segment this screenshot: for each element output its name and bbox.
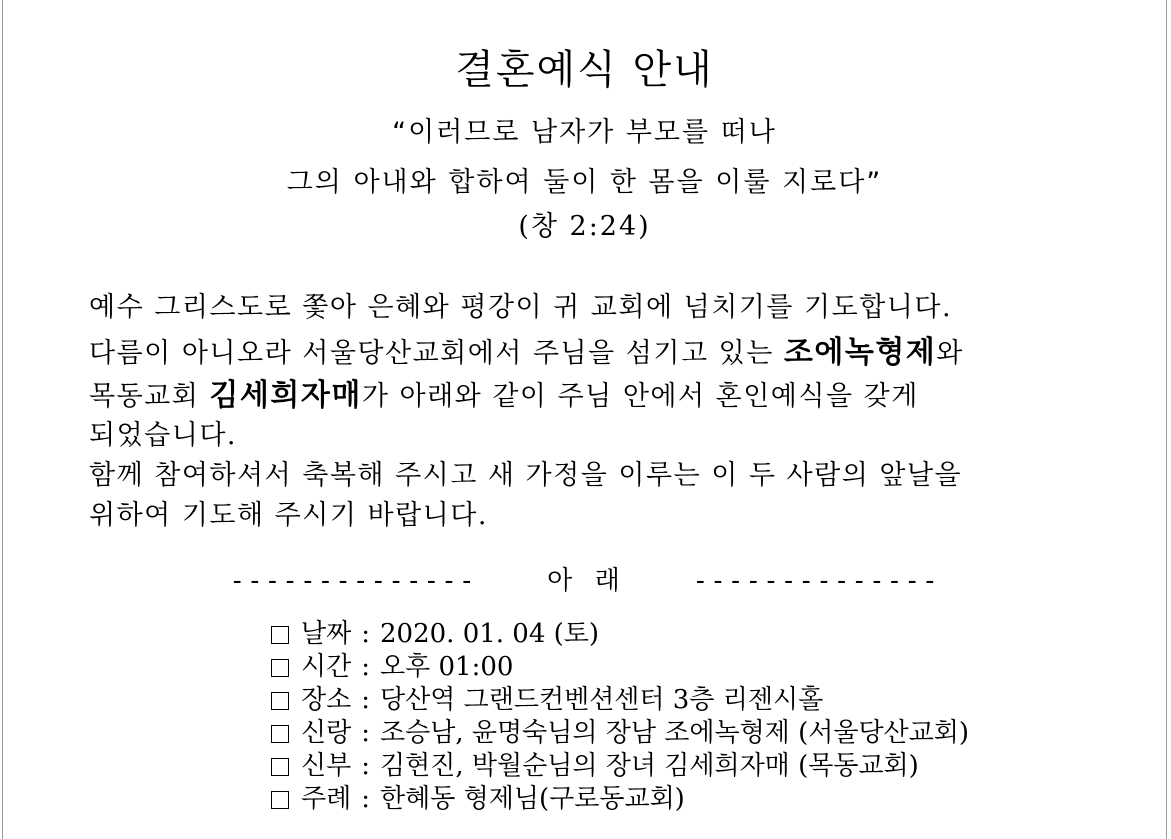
body-line-2: [89, 327, 964, 371]
verse-line-2: 그의 아내와 합하여 둘이 한 몸을 이룰 지로다”: [286, 167, 883, 198]
detail-row-groom: [271, 717, 969, 750]
groom-name: 조에녹형제: [783, 335, 937, 370]
detail-label: 신부: [301, 751, 352, 781]
checkbox-icon: [271, 725, 289, 743]
detail-separator: :: [361, 718, 370, 748]
verse-reference: (창 2:24): [518, 211, 651, 242]
detail-row-time: [271, 651, 969, 684]
page-title: 결혼예식 안내: [455, 47, 714, 93]
body-line-6: 위하여 기도해 주시기 바랍니다.: [89, 500, 488, 531]
detail-value: 한혜동 형제님(구로동교회): [380, 784, 685, 814]
detail-value: 오후 01:00: [380, 652, 514, 682]
checkbox-icon: [271, 659, 289, 677]
detail-separator: :: [361, 784, 370, 814]
divider-label: 아 래: [547, 566, 622, 596]
body-line-1: 예수 그리스도로 쫓아 은혜와 평강이 귀 교회에 넘치기를 기도합니다.: [89, 292, 953, 323]
detail-row-officiant: [271, 783, 969, 816]
divider-dashes-left: --------------: [229, 566, 477, 596]
detail-separator: :: [361, 751, 370, 781]
body-line-2-pre: 다름이 아니오라 서울당산교회에서 주님을 섬기고 있는: [89, 338, 784, 369]
body-line-3-pre: 목동교회: [89, 381, 210, 412]
body-line-5: 함께 참여하셔서 축복해 주시고 새 가정을 이루는 이 두 사람의 앞날을: [89, 460, 963, 491]
detail-label: 시간: [301, 652, 352, 682]
body-line-4: 되었습니다.: [89, 420, 237, 451]
detail-row-venue: [271, 684, 969, 717]
divider-dashes-right: --------------: [692, 566, 940, 596]
body-line-2-post: 와: [936, 338, 964, 369]
detail-separator: :: [361, 619, 370, 649]
section-divider: [3, 560, 1166, 597]
detail-value: 당산역 그랜드컨벤션센터 3층 리젠시홀: [380, 685, 824, 715]
body-line-3-post: 가 아래와 같이 주님 안에서 혼인예식을 갖게: [361, 381, 919, 412]
detail-row-bride: [271, 750, 969, 783]
checkbox-icon: [271, 692, 289, 710]
detail-label: 장소: [301, 685, 352, 715]
detail-separator: :: [361, 685, 370, 715]
detail-row-date: [271, 618, 969, 651]
detail-value: 2020. 01. 04 (토): [380, 619, 600, 649]
document-page: [2, 0, 1167, 839]
body-line-3: [89, 370, 919, 414]
detail-label: 신랑: [301, 718, 352, 748]
checkbox-icon: [271, 758, 289, 776]
verse-line-1: “이러므로 남자가 부모를 떠나: [392, 117, 777, 148]
detail-label: 주례: [301, 784, 352, 814]
detail-value: 조승남, 윤명숙님의 장남 조에녹형제 (서울당산교회): [380, 718, 970, 748]
checkbox-icon: [271, 791, 289, 809]
details-list: [271, 618, 969, 816]
checkbox-icon: [271, 626, 289, 644]
detail-separator: :: [361, 652, 370, 682]
detail-label: 날짜: [301, 619, 352, 649]
detail-value: 김현진, 박월순님의 장녀 김세희자매 (목동교회): [380, 751, 919, 781]
bride-name: 김세희자매: [209, 378, 362, 413]
